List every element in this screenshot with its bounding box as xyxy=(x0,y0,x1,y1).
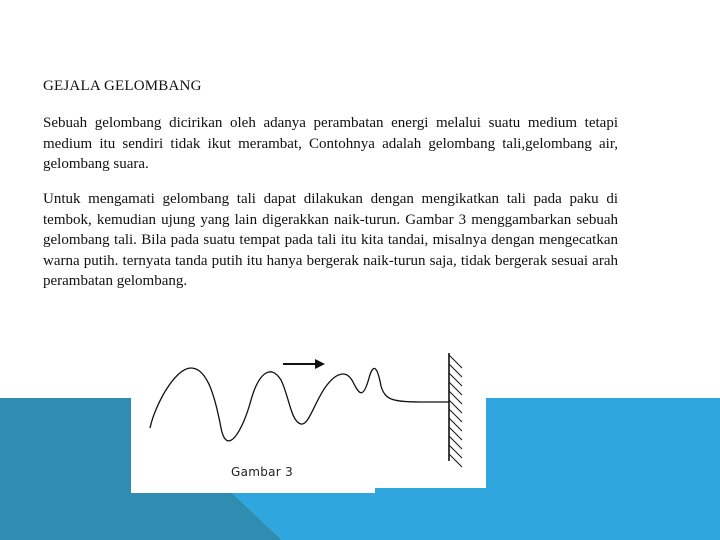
paragraph-definition: Sebuah gelombang dicirikan oleh adanya perambatan energi melalui suatu medium tetapi medium itu sendiri tidak ikut merambat, Contohnya adalah gelombang tali,gelombang air, gelombang suara. xyxy=(43,115,618,172)
rope-wave-figure xyxy=(131,330,486,490)
rope-wave xyxy=(150,368,449,441)
arrow-right-icon xyxy=(315,359,325,369)
slide-title: GEJALA GELOMBANG xyxy=(43,78,202,94)
paragraph-rope-wave: Untuk mengamati gelombang tali dapat dilakukan dengan mengikatkan tali pada paku di tembok, kemudian ujung yang lain digerakkan naik-turun. Gambar 3 menggambarkan sebuah gelombang tali. Bila pada suatu tempat pada tali itu kita tandai, misalnya dengan mengecatkan warna putih. ternyata tanda putih itu hanya bergerak naik-turun saja, tidak bergerak sesuai arah perambatan gelombang. xyxy=(43,191,618,289)
figure-caption: Gambar 3 xyxy=(231,465,294,479)
wall-hatching xyxy=(449,355,462,467)
